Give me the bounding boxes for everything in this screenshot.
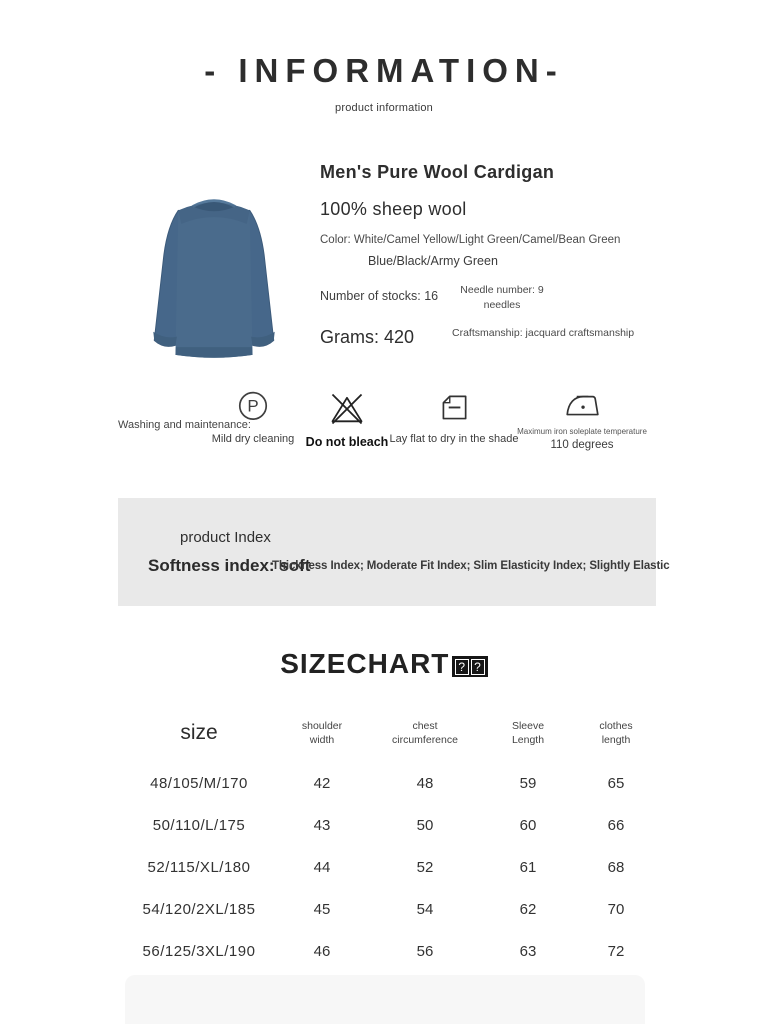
cell-clothes: 66: [607, 816, 625, 834]
product-title: Men's Pure Wool Cardigan: [320, 162, 555, 182]
care-section-label: Washing and maintenance:: [118, 419, 251, 431]
other-indexes: Thickness Index; Moderate Fit Index; Slim Elasticity Index; Slightly Elastic: [272, 560, 670, 572]
index-panel-title: product Index: [180, 529, 271, 546]
cell-shoulder: 46: [313, 942, 331, 960]
cell-shoulder: 44: [313, 858, 331, 876]
product-needle-number: [432, 283, 572, 313]
table-row: [120, 930, 660, 972]
cell-size: 50/110/L/175: [152, 816, 246, 834]
cell-size: 54/120/2XL/185: [142, 900, 256, 918]
do-not-bleach-icon: [328, 390, 366, 428]
cell-sleeve: 59: [519, 774, 537, 792]
col-header-clothes: clothes length: [599, 720, 633, 746]
cell-sleeve: 61: [519, 858, 537, 876]
sweater-illustration: [116, 166, 312, 378]
tofu-glyph: ?: [471, 659, 485, 675]
size-chart-title-text: SIZECHART: [280, 648, 450, 679]
product-grams: Grams: 420: [320, 327, 415, 347]
table-row: [120, 888, 660, 930]
product-stock-count: Number of stocks: 16: [320, 289, 439, 303]
svg-text:P: P: [247, 396, 259, 416]
cell-size: 52/115/XL/180: [147, 858, 251, 876]
size-chart-title: [0, 648, 768, 680]
page-subtitle: product information: [335, 102, 433, 114]
cell-shoulder: 43: [313, 816, 331, 834]
product-index-panel: [118, 498, 670, 606]
care-item-label: Do not bleach: [305, 435, 389, 449]
product-craftsmanship: Craftsmanship: jacquard craftsmanship: [452, 327, 635, 339]
care-item-iron-temp: [498, 388, 666, 451]
cell-chest: 50: [416, 816, 434, 834]
needle-line2: needles: [483, 299, 521, 311]
product-colors-line2: Blue/Black/Army Green: [368, 254, 498, 268]
cell-chest: 54: [416, 900, 434, 918]
needle-line1: Needle number: 9: [460, 284, 544, 296]
bottom-section-strip: [125, 975, 645, 1024]
product-material: 100% sheep wool: [320, 199, 467, 219]
cell-shoulder: 45: [313, 900, 331, 918]
cell-clothes: 65: [607, 774, 625, 792]
col-header-shoulder: shoulder width: [301, 720, 343, 746]
tofu-glyphs: [452, 656, 487, 677]
col-header-chest: chest circumference: [392, 720, 458, 746]
col-header-sleeve: Sleeve Length: [511, 720, 545, 746]
cell-size: 56/125/3XL/190: [142, 942, 256, 960]
care-item-label2: 110 degrees: [550, 439, 614, 451]
care-item-label: Lay flat to dry in the shade: [389, 433, 519, 445]
cell-sleeve: 62: [519, 900, 537, 918]
table-row: [120, 846, 660, 888]
table-header-row: [120, 704, 660, 762]
iron-temp-icon: [563, 388, 601, 420]
table-row: [120, 804, 660, 846]
cell-chest: 48: [416, 774, 434, 792]
size-chart-table: [120, 704, 660, 972]
softness-index: Softness index: soft: [148, 556, 311, 575]
care-item-label: Maximum iron soleplate temperature: [517, 427, 647, 436]
product-photo-sweater: [116, 166, 312, 378]
cell-clothes: 70: [607, 900, 625, 918]
table-row: [120, 762, 660, 804]
cell-clothes: 72: [607, 942, 625, 960]
dry-flat-shade-icon: [436, 390, 472, 426]
cell-chest: 52: [416, 858, 434, 876]
cell-chest: 56: [416, 942, 434, 960]
product-colors-line1: Color: White/Camel Yellow/Light Green/Camel/Bean Green: [320, 234, 621, 246]
dry-clean-p-icon: [235, 390, 271, 426]
cell-sleeve: 63: [519, 942, 537, 960]
tofu-glyph: ?: [455, 659, 469, 675]
care-item-label: Mild dry cleaning: [211, 433, 295, 445]
cell-sleeve: 60: [519, 816, 537, 834]
cell-size: 48/105/M/170: [150, 774, 248, 792]
page-title: - INFORMATION-: [204, 52, 564, 89]
col-header-size: size: [180, 721, 218, 744]
cell-clothes: 68: [607, 858, 625, 876]
cell-shoulder: 42: [313, 774, 331, 792]
